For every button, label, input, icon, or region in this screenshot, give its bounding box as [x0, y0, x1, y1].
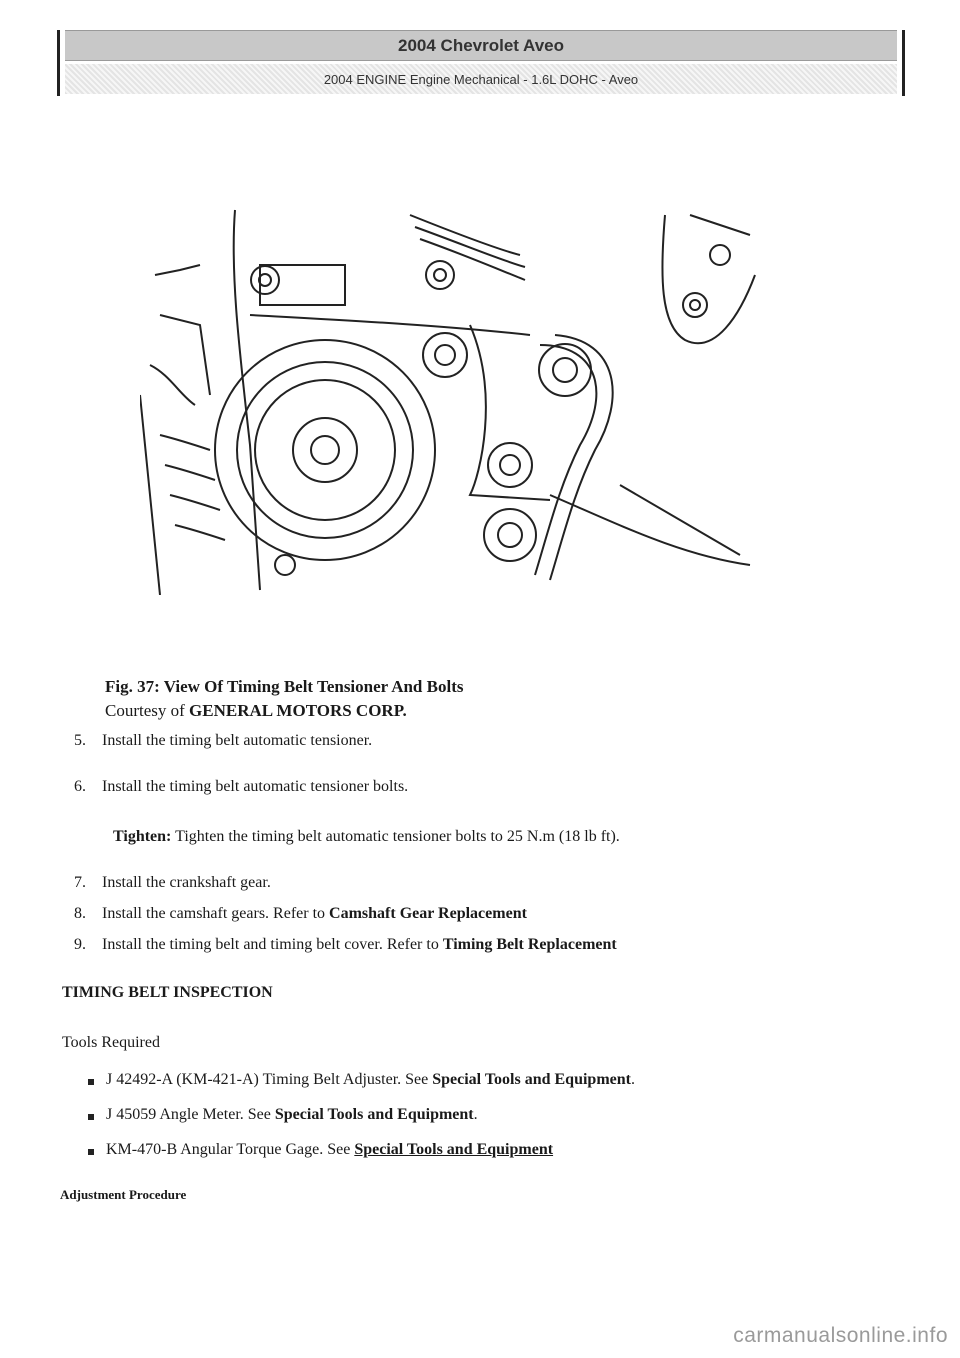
step-6 [74, 778, 408, 796]
step-7 [74, 874, 271, 892]
step-9 [74, 936, 617, 954]
tighten-spec [113, 828, 620, 846]
step-5 [74, 732, 372, 750]
step-number: 9. [74, 936, 86, 953]
tool-text: KM-470-B Angular Torque Gage. See [106, 1141, 355, 1158]
watermark: carmanualsonline.info [733, 1324, 948, 1347]
tool-text: J 45059 Angle Meter. See [106, 1106, 275, 1123]
step-text: Install the camshaft gears. Refer to [102, 905, 330, 922]
step-number: 8. [74, 905, 86, 922]
step-text: Install the timing belt automatic tensioner bolts. [102, 778, 409, 795]
header-title: 2004 Chevrolet Aveo [65, 30, 897, 61]
step-text: Install the timing belt and timing belt cover. Refer to [102, 936, 443, 953]
step-text: Install the timing belt automatic tensioner. [102, 732, 373, 749]
header-subtitle: 2004 ENGINE Engine Mechanical - 1.6L DOHC - Aveo [65, 64, 897, 94]
step-text: Install the crankshaft gear. [102, 874, 271, 891]
step-number: 6. [74, 778, 86, 795]
timing-belt-replacement-link[interactable]: Timing Belt Replacement [442, 936, 617, 953]
document-header [57, 30, 905, 96]
figure-courtesy [105, 699, 463, 723]
tighten-text: Tighten the timing belt automatic tensioner bolts to 25 N.m (18 lb ft). [175, 828, 620, 845]
adjustment-procedure-title: Adjustment Procedure [60, 1187, 187, 1202]
figure-caption [105, 675, 463, 723]
step-number: 7. [74, 874, 86, 891]
camshaft-gear-replacement-link[interactable]: Camshaft Gear Replacement [329, 905, 527, 922]
courtesy-prefix: Courtesy of [105, 701, 185, 720]
special-tools-link[interactable]: Special Tools and Equipment [432, 1071, 631, 1088]
step-number: 5. [74, 732, 86, 749]
bullet-icon [88, 1114, 94, 1120]
tools-required-title: Tools Required [62, 1034, 160, 1051]
tool-text: J 42492-A (KM-421-A) Timing Belt Adjuster. See [106, 1071, 433, 1088]
step-8 [74, 905, 527, 923]
bullet-icon [88, 1079, 94, 1085]
figure-title: Fig. 37: View Of Timing Belt Tensioner And Bolts [105, 677, 464, 696]
bullet-icon [88, 1149, 94, 1155]
section-title: TIMING BELT INSPECTION [62, 984, 273, 1001]
tighten-label: Tighten: [113, 828, 172, 845]
special-tools-link[interactable]: Special Tools and Equipment [354, 1141, 554, 1158]
timing-belt-tensioner-figure [140, 195, 760, 595]
special-tools-link[interactable]: Special Tools and Equipment [274, 1106, 474, 1123]
courtesy-company: GENERAL MOTORS CORP. [189, 701, 407, 720]
